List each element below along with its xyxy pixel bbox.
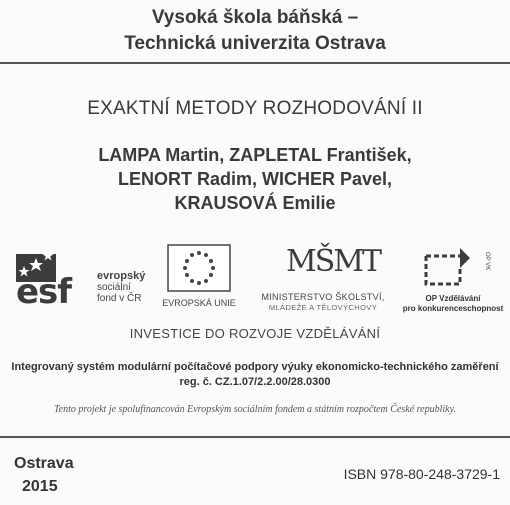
op-line2: pro konkurenceschopnost — [402, 304, 504, 313]
authors-line1: LAMPA Martin, ZAPLETAL František, — [98, 145, 412, 165]
authors-line2: LENORT Radim, WICHER Pavel, — [117, 169, 393, 189]
project-name: Integrovaný systém modulární počítačové podpory výuky ekonomicko-technického zaměření — [11, 361, 499, 373]
esf-text1: evropský — [97, 270, 146, 282]
publication-year: 2015 — [22, 478, 58, 495]
op-vk-vertical-label: OP VK — [484, 252, 490, 271]
esf-text2: sociální — [97, 282, 131, 293]
esf-mark: esf — [16, 272, 72, 312]
project-reg-number: reg. č. CZ.1.07/2.2.00/28.0300 — [179, 376, 331, 388]
top-rule — [0, 62, 510, 64]
msmt-mark: MŠMT — [286, 244, 380, 279]
msmt-line1: MINISTERSTVO ŠKOLSTVÍ, — [261, 292, 385, 302]
authors-line3: KRAUSOVÁ Emilie — [174, 193, 336, 213]
eu-flag-icon — [167, 244, 231, 292]
publication-city: Ostrava — [14, 455, 74, 472]
university-name-line2: Technická univerzita Ostrava — [124, 33, 386, 54]
msmt-logo — [248, 244, 398, 316]
eu-label: EVROPSKÁ UNIE — [162, 298, 236, 308]
op-line1: OP Vzdělávání — [425, 294, 481, 303]
eu-logo — [158, 244, 240, 314]
investice-slogan: INVESTICE DO ROZVOJE VZDĚLÁVÁNÍ — [129, 326, 381, 341]
msmt-line2: MLÁDEŽE A TĚLOVÝCHOVY — [268, 303, 378, 312]
op-vk-logo — [398, 244, 508, 316]
esf-text3: fond v ČR — [97, 293, 142, 304]
bottom-rule — [0, 436, 510, 438]
isbn: ISBN 978-80-248-3729-1 — [343, 466, 500, 482]
esf-logo — [12, 246, 157, 316]
funding-statement: Tento projekt je spolufinancován Evropským sociálním fondem a státním rozpočtem České republiky. — [54, 404, 456, 415]
university-name-line1: Vysoká škola báňská – — [151, 7, 359, 28]
book-title: EXAKTNÍ METODY ROZHODOVÁNÍ II — [87, 98, 423, 119]
op-vk-arrow-icon — [420, 246, 474, 292]
